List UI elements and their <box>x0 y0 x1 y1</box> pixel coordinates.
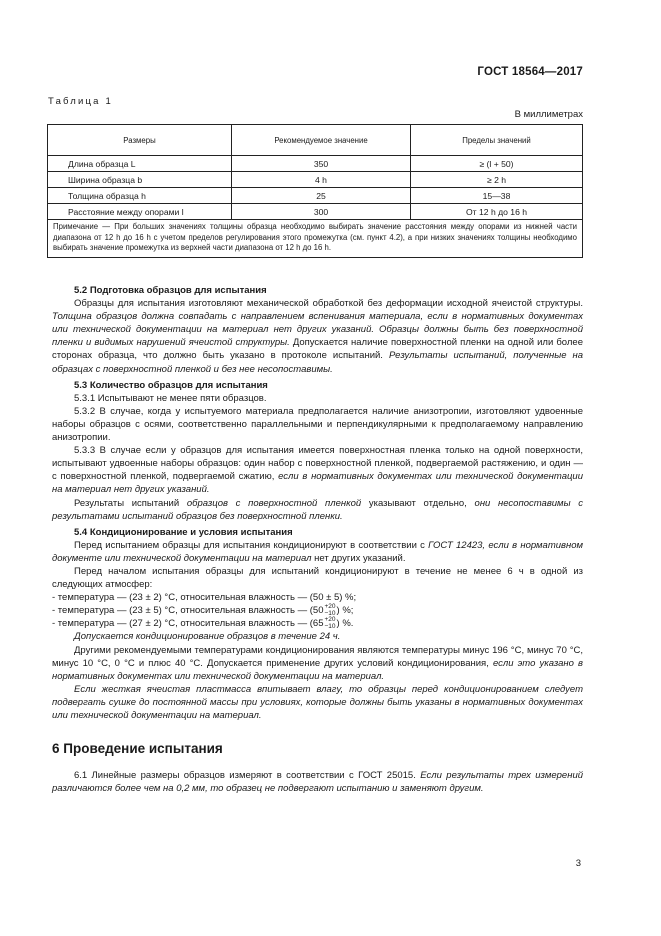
table-row <box>48 156 583 172</box>
tolerance-fraction <box>324 617 335 630</box>
page-number: 3 <box>575 858 581 869</box>
table-cell: 15—38 <box>411 188 583 204</box>
specimen-size-table <box>47 124 583 258</box>
table-cell: 25 <box>232 188 411 204</box>
table-cell: ≥ 2 h <box>411 172 583 188</box>
text-run: ) %; <box>336 605 354 617</box>
text-run: Образцы для испытания изготовляют механической обработкой без деформации исходной ячеистой структуры. <box>74 298 583 310</box>
table-units: В миллиметрах <box>514 109 583 120</box>
section-5-3-results <box>52 497 583 523</box>
section-5-4-paragraph-2: Перед началом испытания образцы для испытаний кондиционируют в течение не менее 6 ч в одной из следующих атмосфер: <box>52 565 583 591</box>
column-header: Размеры <box>48 125 232 156</box>
text-run-italic: Если жесткая ячеистая пластмасса впитывает влагу, то образцы перед кондиционированием следует подвергать сушке до постоянной массы при условиях, которые должны быть указаны в нормативных документах или технической документации на материал. <box>52 683 583 722</box>
section-5-4-paragraph-4 <box>52 644 583 683</box>
text-run: - температура — (23 ± 5) °С, относительная влажность — (50 <box>52 605 324 617</box>
section-5-3-title: 5.3 Количество образцов для испытания <box>74 379 268 391</box>
text-run: ) %. <box>336 618 354 630</box>
text-run: Результаты испытаний <box>74 497 187 509</box>
text-run: 5.3.3 В случае если у образцов для испытания имеется поверхностная пленка только на одной поверхности, испытывают удвоенные наборы образцов: один набор с поверхностной пленкой, подвергаемой растяжению, и один — с поверхностной пленкой, подвергаемой сжатию, <box>52 445 583 483</box>
table-note: Примечание — При больших значениях толщины образца необходимо выбирать значение расстояния между опорами из нижней части диапазона от 12 h до 16 h с учетом пределов регулирования этого промежутка (см. пункт 4.2), а при низких значениях толщины необходимо выбирать значение промежутка из верхней части диапазона от 12 h до 16 h. <box>48 220 583 258</box>
text-run: Допускается наличие поверхностной пленки на одной или более сторонах образца, что должно быть указано в протоколе испытаний. <box>52 337 583 362</box>
table-cell: От 12 h до 16 h <box>411 204 583 220</box>
text-run: указывают отдельно, <box>361 497 475 509</box>
table-cell: Расстояние между опорами l <box>48 204 232 220</box>
condition-1: - температура — (23 ± 2) °С, относительная влажность — (50 ± 5) %; <box>52 592 357 604</box>
table-cell: ≥ (l + 50) <box>411 156 583 172</box>
text-run-italic: если это указано в нормативных документах или технической документации на материал. <box>52 657 583 682</box>
section-5-4-paragraph-5 <box>52 683 583 722</box>
table-title: Таблица 1 <box>48 96 113 107</box>
tolerance-upper: +20 <box>324 616 336 624</box>
chapter-6-title: 6 Проведение испытания <box>52 741 223 757</box>
section-5-2-title: 5.2 Подготовка образцов для испытания <box>74 285 267 296</box>
clause-6-1 <box>52 769 583 795</box>
document-body <box>52 281 583 795</box>
table-cell: 350 <box>232 156 411 172</box>
text-run-italic: ГОСТ 12423, если в нормативном документе или технической документации на материал <box>52 539 583 564</box>
text-run-italic: образцов с поверхностной пленкой <box>186 497 362 509</box>
table-row <box>48 172 583 188</box>
condition-2 <box>52 604 583 617</box>
text-run: 6.1 Линейные размеры образцов измеряют в соответствии с ГОСТ 25015. <box>74 770 421 782</box>
table-header-row <box>48 125 583 156</box>
text-run-italic: Допускается кондиционирование образцов в течение 24 ч. <box>74 631 341 643</box>
table-cell: Длина образца L <box>48 156 232 172</box>
tolerance-upper: +20 <box>324 603 336 611</box>
text-run: Другими рекомендуемыми температурами кондиционирования являются температуры минус 196 °С, минус 70 °С, минус 10 °С, 0 °С и плюс 40 °С. Допускается применение других условий кондиционирования, <box>52 644 583 669</box>
condition-3 <box>52 617 583 630</box>
table-cell: 4 h <box>232 172 411 188</box>
section-5-4-title: 5.4 Кондиционирование и условия испытания <box>74 526 293 538</box>
tolerance-fraction <box>324 604 335 617</box>
document-code: ГОСТ 18564—2017 <box>477 66 583 78</box>
table-row <box>48 188 583 204</box>
table-cell: 300 <box>232 204 411 220</box>
table-cell: Ширина образца b <box>48 172 232 188</box>
tolerance-lower: −10 <box>324 609 336 617</box>
text-run-italic: Толщина образцов должна совпадать с направлением вспенивания материала, если в нормативных документах или технической документации на материал нет других указаний. Образцы должны быть без поверхностной пленки и видимых нарушений ячеистой структуры. <box>52 311 583 349</box>
table-cell: Толщина образца h <box>48 188 232 204</box>
clause-5-3-2: 5.3.2 В случае, когда у испытуемого материала предполагается наличие анизотропии, изготовляют удвоенные наборы образцов с осями, соответственно параллельными и перпендикулярными к предполагаемому направлению анизотропии. <box>52 405 583 444</box>
text-run-italic: Если результаты трех измерений различаются более чем на 0,2 мм, то образец не подвергают испытанию и заменяют другим. <box>52 770 584 795</box>
section-5-4-paragraph-1 <box>52 539 583 565</box>
section-5-4-paragraph-3 <box>52 630 583 643</box>
table-note-row <box>48 220 583 258</box>
column-header: Рекомендуемое значение <box>232 125 411 156</box>
text-run-italic: они несопоставимы с результатами испытаний образцов без поверхностной пленки. <box>52 497 584 522</box>
text-run-italic: если в нормативных документах или технической документации на материал нет других указаний. <box>52 471 583 496</box>
text-run: - температура — (27 ± 2) °С, относительная влажность — (65 <box>52 618 324 630</box>
text-run: нет других указаний. <box>311 552 406 564</box>
text-run-italic: Результаты испытаний, полученные на образцах с поверхностной пленкой и без нее несопоставимы. <box>52 350 583 375</box>
column-header: Пределы значений <box>411 125 583 156</box>
tolerance-lower: −10 <box>324 622 336 630</box>
table-row <box>48 204 583 220</box>
text-run: Перед испытанием образцы для испытания кондиционируют в соответствии с <box>74 539 429 551</box>
section-5-2-paragraph <box>52 297 583 376</box>
clause-5-3-3 <box>52 444 583 496</box>
clause-5-3-1: 5.3.1 Испытывают не менее пяти образцов. <box>74 392 267 404</box>
